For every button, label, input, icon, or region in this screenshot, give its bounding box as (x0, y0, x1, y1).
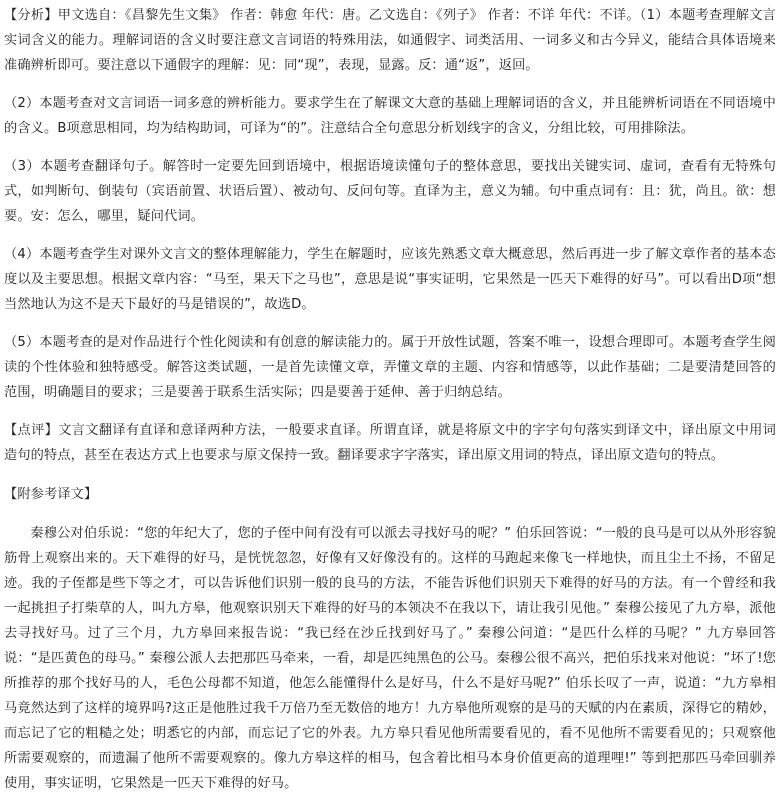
translation-heading: 【附参考译文】 (4, 487, 98, 502)
spacer (4, 141, 776, 154)
comment-paragraph: 【点评】文言文翻译有直译和意译两种方法，一般要求直译。所谓直译，就是将原文中的字字句句落实到译文中，译出原文中用词造句的特点，甚至在表达方式上也要求与原文保持一致。翻译要求字字落实，译出原文用词的特点，译出原文造句的特点。 (4, 423, 776, 463)
analysis-intro-paragraph: 【分析】甲文选自：《昌黎先生文集》 作者：韩愈 年代：唐。乙文选自：《列子》 作者：不详 年代：不详。（1）本题考查理解文言实词含义的能力。理解词语的含义时要注意文言词语的特殊用法，如通假字、词类活用、一词多义和古今异义，能结合具体语境来准确辨析即可。要注意以下通假字的理解：见：同“现”，表现，显露。反：通“返”，返回。 (4, 8, 776, 73)
analysis-q4-paragraph: （4）本题考查学生对课外文言文的整体理解能力，学生在解题时，应该先熟悉文章大概意思，然后再进一步了解文章作者的基本态度以及主要思想。根据文章内容：“马至，果天下之马也”，意思是说“事实证明，它果然是一匹天下难得的好马”。可以看出D项“想当然地认为这不是天下最好的马是错误的”，故选D。 (4, 247, 776, 312)
spacer (4, 405, 776, 418)
analysis-q2-paragraph: （2）本题考查对文言词语一词多意的辨析能力。要求学生在了解课文大意的基础上理解词语的含义，并且能辨析词语在不同语境中的含义。B项意思相同，均为结构助词，可译为“的”。注意结合全句意思分析划线字的含义，分组比较，可用排除法。 (4, 96, 776, 136)
spacer (4, 229, 776, 242)
analysis-q3-paragraph: （3）本题考查翻译句子。解答时一定要先回到语境中，根据语境读懂句子的整体意思，要找出关键实词、虚词，查看有无特殊句式，如判断句、倒装句（宾语前置、状语后置）、被动句、反问句等。直译为主，意义为辅。句中重点词有：且：犹，尚且。欲：想要。安：怎么，哪里，疑问代词。 (4, 159, 776, 224)
spacer (4, 78, 776, 91)
spacer (4, 468, 776, 482)
spacer (4, 317, 776, 330)
spacer (4, 507, 776, 521)
translation-body-paragraph: 秦穆公对伯乐说：“您的年纪大了，您的子侄中间有没有可以派去寻找好马的呢？” 伯乐回答说：“一般的良马是可以从外形容貌筋骨上观察出来的。天下难得的好马，是恍恍忽忽，好像有又好像没有的。这样的马跑起来像飞一样地快，而且尘土不扬，不留足迹。我的子侄都是些下等之才，可以告诉他们识别一般的良马的方法，不能告诉他们识别天下难得的好马的方法。有一个曾经和我一起挑担子打柴草的人，叫九方皋，他观察识别天下难得的好马的本领决不在我以下，请让我引见他。” 秦穆公接见了九方皋，派他去寻找好马。过了三个月，九方皋回来报告说：“我已经在沙丘找到好马了。” 秦穆公问道：“是匹什么样的马呢？” 九方皋回答说：“是匹黄色的母马。” 秦穆公派人去把那匹马牵来，一看，却是匹纯黑色的公马。秦穆公很不高兴，把伯乐找来对他说：“坏了!您所推荐的那个找好马的人，毛色公母都不知道，他怎么能懂得什么是好马，什么不是好马呢?” 伯乐长叹了一声，说道：“九方皋相马竟然达到了这样的境界吗?这正是他胜过我千万倍乃至无数倍的地方！九方皋他所观察的是马的天赋的内在素质，深得它的精妙，而忘记了它的粗糙之处；明悉它的内部，而忘记了它的外表。九方皋只看见他所需要看见的，看不见他所不需要看见的；只观察他所需要观察的，而遗漏了他所不需要观察的。像九方皋这样的相马，包含着比相马本身价值更高的道理哩!” 等到把那匹马牵回驯养使用，事实证明，它果然是一匹天下难得的好马。 (4, 526, 776, 791)
analysis-q5-paragraph: （5）本题考查的是对作品进行个性化阅读和有创意的解读能力的。属于开放性试题，答案不唯一，设想合理即可。本题考查学生阅读的个性体验和独特感受。解答这类试题，一是首先读懂文章，弄懂文章的主题、内容和情感等，以此作基础；二是要清楚回答的范围，明确题目的要求；三是要善于联系生活实际；四是要善于延伸、善于归纳总结。 (4, 335, 776, 400)
